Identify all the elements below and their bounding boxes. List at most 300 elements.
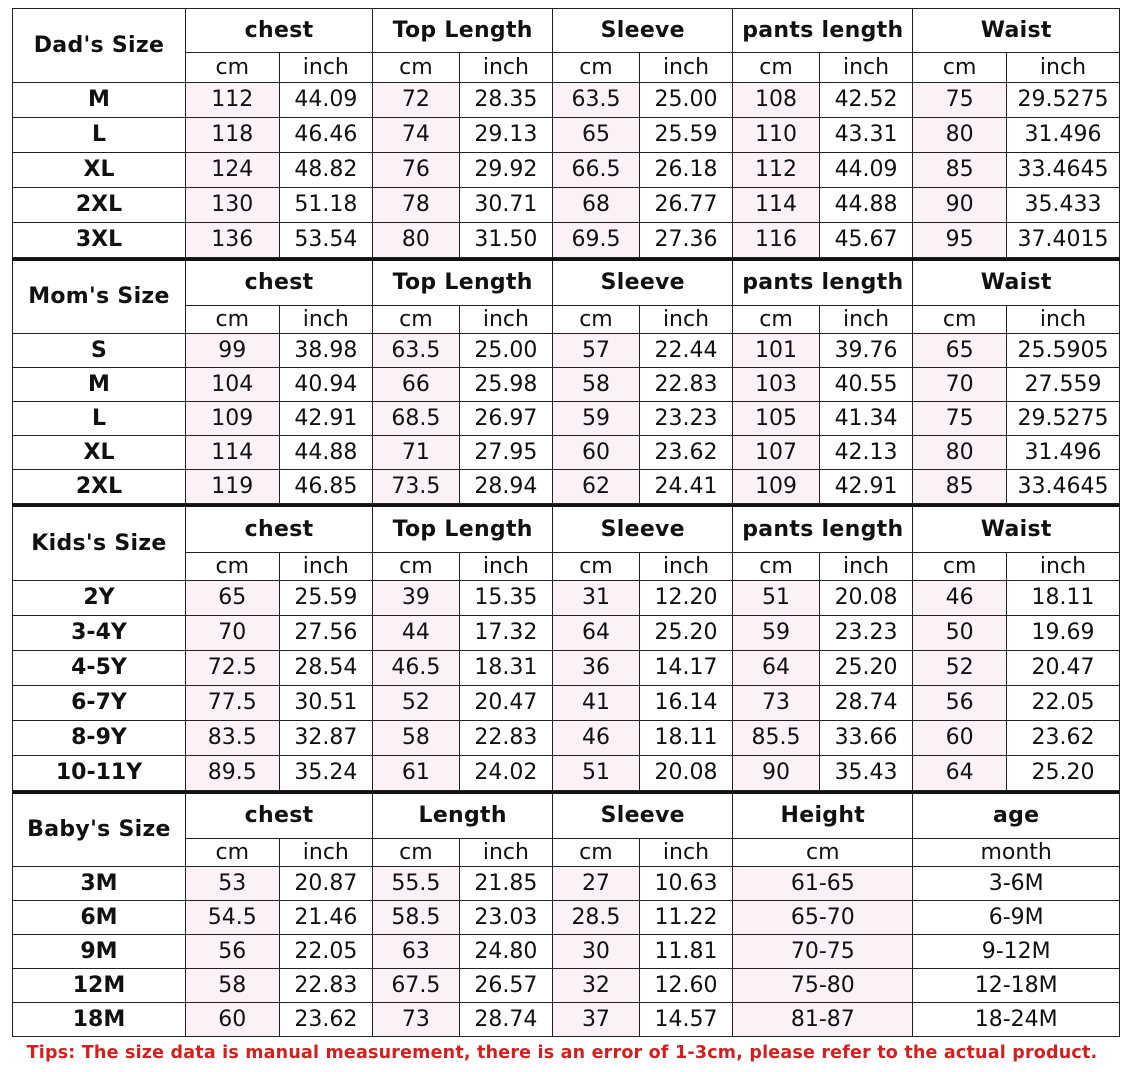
size-label: 3M <box>13 867 186 901</box>
table-cell: 42.91 <box>279 402 373 436</box>
size-label: 2XL <box>13 470 186 504</box>
table-cell: 31.50 <box>459 223 553 258</box>
size-label: M <box>13 83 186 118</box>
group-header: Waist <box>913 506 1120 553</box>
table-cell: 89.5 <box>185 756 279 791</box>
table-cell: 61 <box>373 756 459 791</box>
group-header: pants length <box>733 260 913 306</box>
unit-header: inch <box>639 53 733 83</box>
unit-header: cm <box>373 839 459 867</box>
table-cell: 18.11 <box>639 721 733 756</box>
group-header: Sleeve <box>553 793 733 839</box>
unit-header: inch <box>279 53 373 83</box>
table-row <box>13 470 1120 504</box>
table-cell: 3-6M <box>913 867 1120 901</box>
group-header: Sleeve <box>553 506 733 553</box>
table-cell: 31 <box>553 581 639 616</box>
table-cell: 62 <box>553 470 639 504</box>
table-row <box>13 935 1120 969</box>
dad-size-table <box>12 8 1120 258</box>
table-cell: 112 <box>733 153 819 188</box>
unit-header: cm <box>185 53 279 83</box>
size-label: 3XL <box>13 223 186 258</box>
size-label: 18M <box>13 1003 186 1037</box>
table-cell: 53 <box>185 867 279 901</box>
table-cell: 17.32 <box>459 616 553 651</box>
table-cell: 68.5 <box>373 402 459 436</box>
table-cell: 20.87 <box>279 867 373 901</box>
table-cell: 11.81 <box>639 935 733 969</box>
table-cell: 18.11 <box>1006 581 1119 616</box>
table-cell: 85 <box>913 153 1007 188</box>
table-cell: 39 <box>373 581 459 616</box>
table-cell: 51 <box>553 756 639 791</box>
table-cell: 73 <box>373 1003 459 1037</box>
table-cell: 31.496 <box>1006 118 1119 153</box>
table-cell: 80 <box>913 436 1007 470</box>
table-cell: 23.23 <box>819 616 913 651</box>
group-header: chest <box>185 506 372 553</box>
table-cell: 44.88 <box>819 188 913 223</box>
unit-header: inch <box>279 553 373 581</box>
table-cell: 64 <box>553 616 639 651</box>
unit-header: cm <box>913 53 1007 83</box>
baby-size-table <box>12 791 1120 1037</box>
unit-header: inch <box>459 306 553 334</box>
table-cell: 103 <box>733 368 819 402</box>
table-cell: 112 <box>185 83 279 118</box>
table-cell: 90 <box>733 756 819 791</box>
table-cell: 78 <box>373 188 459 223</box>
table-cell: 15.35 <box>459 581 553 616</box>
table-cell: 37.4015 <box>1006 223 1119 258</box>
table-cell: 60 <box>913 721 1007 756</box>
size-label: 2Y <box>13 581 186 616</box>
unit-header: inch <box>639 839 733 867</box>
table-cell: 56 <box>185 935 279 969</box>
table-cell: 65 <box>185 581 279 616</box>
table-cell: 18.31 <box>459 651 553 686</box>
unit-header: cm <box>185 553 279 581</box>
table-cell: 20.08 <box>819 581 913 616</box>
table-cell: 83.5 <box>185 721 279 756</box>
table-cell: 66.5 <box>553 153 639 188</box>
table-cell: 46.5 <box>373 651 459 686</box>
unit-header: cm <box>553 306 639 334</box>
table-row <box>13 651 1120 686</box>
table-cell: 28.74 <box>459 1003 553 1037</box>
unit-header: inch <box>459 553 553 581</box>
table-cell: 25.59 <box>639 118 733 153</box>
size-chart <box>12 8 1120 1037</box>
group-header: chest <box>185 260 372 306</box>
table-cell: 25.59 <box>279 581 373 616</box>
unit-header: cm <box>733 306 819 334</box>
table-cell: 65 <box>913 334 1007 368</box>
table-cell: 29.92 <box>459 153 553 188</box>
table-cell: 60 <box>553 436 639 470</box>
table-cell: 46 <box>913 581 1007 616</box>
table-cell: 20.47 <box>459 686 553 721</box>
table-row <box>13 581 1120 616</box>
group-header: Waist <box>913 260 1120 306</box>
dad-size-title: Dad's Size <box>13 9 186 83</box>
table-cell: 21.46 <box>279 901 373 935</box>
table-cell: 76 <box>373 153 459 188</box>
table-cell: 21.85 <box>459 867 553 901</box>
table-cell: 6-9M <box>913 901 1120 935</box>
unit-header: inch <box>1006 53 1119 83</box>
table-cell: 35.24 <box>279 756 373 791</box>
table-cell: 35.43 <box>819 756 913 791</box>
group-header: chest <box>185 9 372 53</box>
table-cell: 25.5905 <box>1006 334 1119 368</box>
table-cell: 69.5 <box>553 223 639 258</box>
table-cell: 22.83 <box>639 368 733 402</box>
group-header: Top Length <box>373 506 553 553</box>
table-cell: 22.05 <box>1006 686 1119 721</box>
table-cell: 30 <box>553 935 639 969</box>
table-row <box>13 867 1120 901</box>
unit-header: inch <box>459 53 553 83</box>
table-cell: 56 <box>913 686 1007 721</box>
table-row <box>13 686 1120 721</box>
table-cell: 85.5 <box>733 721 819 756</box>
unit-header: inch <box>1006 553 1119 581</box>
table-cell: 70 <box>913 368 1007 402</box>
group-header: Sleeve <box>553 9 733 53</box>
table-cell: 52 <box>913 651 1007 686</box>
table-cell: 26.97 <box>459 402 553 436</box>
table-cell: 46.85 <box>279 470 373 504</box>
table-cell: 26.57 <box>459 969 553 1003</box>
table-cell: 72.5 <box>185 651 279 686</box>
table-cell: 44.09 <box>819 153 913 188</box>
table-cell: 42.52 <box>819 83 913 118</box>
table-cell: 136 <box>185 223 279 258</box>
table-cell: 46.46 <box>279 118 373 153</box>
table-cell: 12-18M <box>913 969 1120 1003</box>
table-cell: 48.82 <box>279 153 373 188</box>
table-row <box>13 368 1120 402</box>
table-cell: 24.80 <box>459 935 553 969</box>
table-cell: 77.5 <box>185 686 279 721</box>
unit-header: inch <box>1006 306 1119 334</box>
size-label: S <box>13 334 186 368</box>
table-cell: 63 <box>373 935 459 969</box>
size-label: 10-11Y <box>13 756 186 791</box>
table-cell: 23.23 <box>639 402 733 436</box>
table-cell: 20.08 <box>639 756 733 791</box>
table-cell: 40.55 <box>819 368 913 402</box>
table-cell: 36 <box>553 651 639 686</box>
table-cell: 32 <box>553 969 639 1003</box>
table-cell: 26.18 <box>639 153 733 188</box>
group-header: Waist <box>913 9 1120 53</box>
table-cell: 52 <box>373 686 459 721</box>
group-header: Sleeve <box>553 260 733 306</box>
table-cell: 19.69 <box>1006 616 1119 651</box>
table-cell: 12.20 <box>639 581 733 616</box>
table-cell: 44 <box>373 616 459 651</box>
unit-header: inch <box>459 839 553 867</box>
table-cell: 27.36 <box>639 223 733 258</box>
table-cell: 58 <box>553 368 639 402</box>
size-label: 9M <box>13 935 186 969</box>
table-cell: 75-80 <box>733 969 913 1003</box>
table-row <box>13 616 1120 651</box>
unit-header: inch <box>639 306 733 334</box>
table-cell: 25.00 <box>639 83 733 118</box>
table-row <box>13 188 1120 223</box>
table-cell: 66 <box>373 368 459 402</box>
table-cell: 24.02 <box>459 756 553 791</box>
table-cell: 85 <box>913 470 1007 504</box>
table-cell: 65-70 <box>733 901 913 935</box>
table-cell: 25.20 <box>819 651 913 686</box>
unit-header: cm <box>733 839 913 867</box>
size-label: 4-5Y <box>13 651 186 686</box>
table-cell: 108 <box>733 83 819 118</box>
table-row <box>13 436 1120 470</box>
table-cell: 51.18 <box>279 188 373 223</box>
table-cell: 22.44 <box>639 334 733 368</box>
table-cell: 46 <box>553 721 639 756</box>
table-cell: 28.5 <box>553 901 639 935</box>
table-cell: 73 <box>733 686 819 721</box>
table-cell: 118 <box>185 118 279 153</box>
table-row <box>13 1003 1120 1037</box>
table-row <box>13 153 1120 188</box>
unit-header: inch <box>279 306 373 334</box>
size-label: 6-7Y <box>13 686 186 721</box>
table-cell: 61-65 <box>733 867 913 901</box>
table-cell: 116 <box>733 223 819 258</box>
table-cell: 50 <box>913 616 1007 651</box>
table-cell: 73.5 <box>373 470 459 504</box>
unit-header: inch <box>279 839 373 867</box>
table-cell: 70 <box>185 616 279 651</box>
table-cell: 53.54 <box>279 223 373 258</box>
table-cell: 64 <box>913 756 1007 791</box>
table-cell: 99 <box>185 334 279 368</box>
dad-size-rows <box>13 83 1120 258</box>
baby-size-rows <box>13 867 1120 1037</box>
size-label: 6M <box>13 901 186 935</box>
table-cell: 110 <box>733 118 819 153</box>
table-cell: 25.98 <box>459 368 553 402</box>
table-cell: 74 <box>373 118 459 153</box>
group-header: pants length <box>733 9 913 53</box>
table-cell: 58 <box>185 969 279 1003</box>
size-label: L <box>13 118 186 153</box>
baby-size-title: Baby's Size <box>13 793 186 867</box>
table-cell: 43.31 <box>819 118 913 153</box>
unit-header: cm <box>185 839 279 867</box>
table-cell: 9-12M <box>913 935 1120 969</box>
table-cell: 14.17 <box>639 651 733 686</box>
table-cell: 33.66 <box>819 721 913 756</box>
table-cell: 42.13 <box>819 436 913 470</box>
unit-header: cm <box>553 839 639 867</box>
table-cell: 33.4645 <box>1006 153 1119 188</box>
table-cell: 59 <box>553 402 639 436</box>
table-cell: 64 <box>733 651 819 686</box>
table-cell: 22.83 <box>459 721 553 756</box>
table-cell: 28.74 <box>819 686 913 721</box>
unit-header: inch <box>819 553 913 581</box>
table-cell: 80 <box>913 118 1007 153</box>
table-cell: 10.63 <box>639 867 733 901</box>
table-row <box>13 969 1120 1003</box>
table-cell: 109 <box>733 470 819 504</box>
table-cell: 90 <box>913 188 1007 223</box>
table-cell: 44.09 <box>279 83 373 118</box>
table-cell: 58.5 <box>373 901 459 935</box>
table-cell: 40.94 <box>279 368 373 402</box>
table-cell: 54.5 <box>185 901 279 935</box>
table-cell: 63.5 <box>373 334 459 368</box>
table-cell: 18-24M <box>913 1003 1120 1037</box>
table-cell: 27.95 <box>459 436 553 470</box>
unit-header: cm <box>373 53 459 83</box>
table-cell: 32.87 <box>279 721 373 756</box>
table-cell: 114 <box>185 436 279 470</box>
table-cell: 16.14 <box>639 686 733 721</box>
unit-header: cm <box>553 53 639 83</box>
kids-size-title: Kids's Size <box>13 506 186 581</box>
unit-header: cm <box>913 553 1007 581</box>
size-label: L <box>13 402 186 436</box>
table-cell: 25.20 <box>639 616 733 651</box>
table-cell: 75 <box>913 83 1007 118</box>
table-cell: 57 <box>553 334 639 368</box>
table-cell: 51 <box>733 581 819 616</box>
table-cell: 14.57 <box>639 1003 733 1037</box>
table-cell: 59 <box>733 616 819 651</box>
table-row <box>13 901 1120 935</box>
size-label: 2XL <box>13 188 186 223</box>
size-label: M <box>13 368 186 402</box>
table-cell: 70-75 <box>733 935 913 969</box>
table-cell: 119 <box>185 470 279 504</box>
table-cell: 65 <box>553 118 639 153</box>
unit-header: cm <box>733 53 819 83</box>
mom-size-rows <box>13 334 1120 504</box>
table-cell: 25.00 <box>459 334 553 368</box>
table-row <box>13 334 1120 368</box>
size-label: 3-4Y <box>13 616 186 651</box>
table-cell: 58 <box>373 721 459 756</box>
table-cell: 63.5 <box>553 83 639 118</box>
unit-header: inch <box>819 306 913 334</box>
table-cell: 45.67 <box>819 223 913 258</box>
group-header: Length <box>373 793 553 839</box>
table-cell: 80 <box>373 223 459 258</box>
table-cell: 114 <box>733 188 819 223</box>
table-cell: 71 <box>373 436 459 470</box>
table-cell: 23.62 <box>279 1003 373 1037</box>
table-cell: 109 <box>185 402 279 436</box>
table-row <box>13 83 1120 118</box>
group-header: Top Length <box>373 260 553 306</box>
table-cell: 35.433 <box>1006 188 1119 223</box>
table-cell: 67.5 <box>373 969 459 1003</box>
table-cell: 29.13 <box>459 118 553 153</box>
table-cell: 41 <box>553 686 639 721</box>
group-header: pants length <box>733 506 913 553</box>
table-cell: 107 <box>733 436 819 470</box>
table-cell: 38.98 <box>279 334 373 368</box>
table-cell: 30.51 <box>279 686 373 721</box>
table-cell: 26.77 <box>639 188 733 223</box>
table-cell: 22.05 <box>279 935 373 969</box>
table-cell: 11.22 <box>639 901 733 935</box>
table-cell: 101 <box>733 334 819 368</box>
table-cell: 44.88 <box>279 436 373 470</box>
group-header: chest <box>185 793 372 839</box>
table-row <box>13 756 1120 791</box>
group-header: Top Length <box>373 9 553 53</box>
table-cell: 72 <box>373 83 459 118</box>
table-cell: 104 <box>185 368 279 402</box>
table-cell: 31.496 <box>1006 436 1119 470</box>
unit-header: inch <box>819 53 913 83</box>
group-header: age <box>913 793 1120 839</box>
group-header: Height <box>733 793 913 839</box>
table-cell: 29.5275 <box>1006 402 1119 436</box>
table-cell: 20.47 <box>1006 651 1119 686</box>
mom-size-title: Mom's Size <box>13 260 186 334</box>
unit-header: cm <box>373 306 459 334</box>
table-row <box>13 223 1120 258</box>
table-cell: 28.94 <box>459 470 553 504</box>
table-cell: 42.91 <box>819 470 913 504</box>
table-cell: 95 <box>913 223 1007 258</box>
unit-header: cm <box>553 553 639 581</box>
table-row <box>13 118 1120 153</box>
table-cell: 27.559 <box>1006 368 1119 402</box>
table-cell: 22.83 <box>279 969 373 1003</box>
size-label: XL <box>13 153 186 188</box>
table-cell: 68 <box>553 188 639 223</box>
table-cell: 41.34 <box>819 402 913 436</box>
unit-header: cm <box>913 306 1007 334</box>
kids-size-rows <box>13 581 1120 791</box>
table-cell: 130 <box>185 188 279 223</box>
table-cell: 81-87 <box>733 1003 913 1037</box>
table-cell: 25.20 <box>1006 756 1119 791</box>
table-cell: 55.5 <box>373 867 459 901</box>
table-cell: 105 <box>733 402 819 436</box>
size-label: 12M <box>13 969 186 1003</box>
table-cell: 30.71 <box>459 188 553 223</box>
mom-size-table <box>12 258 1120 504</box>
table-cell: 23.03 <box>459 901 553 935</box>
table-cell: 29.5275 <box>1006 83 1119 118</box>
unit-header: cm <box>373 553 459 581</box>
table-cell: 23.62 <box>1006 721 1119 756</box>
table-cell: 39.76 <box>819 334 913 368</box>
unit-header: inch <box>639 553 733 581</box>
kids-size-table <box>12 504 1120 791</box>
table-cell: 124 <box>185 153 279 188</box>
table-cell: 37 <box>553 1003 639 1037</box>
table-cell: 12.60 <box>639 969 733 1003</box>
table-cell: 28.35 <box>459 83 553 118</box>
table-cell: 75 <box>913 402 1007 436</box>
table-cell: 28.54 <box>279 651 373 686</box>
